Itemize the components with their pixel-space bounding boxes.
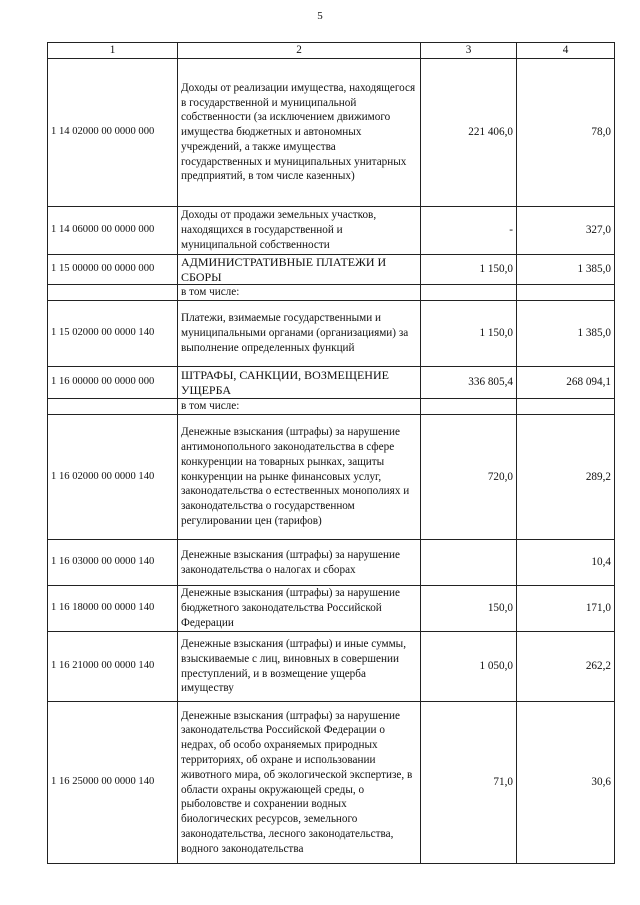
- budget-code: 1 14 06000 00 0000 000: [48, 207, 178, 255]
- amount-col3: 1 150,0: [421, 301, 517, 367]
- amount-col3: 1 050,0: [421, 632, 517, 702]
- description: Денежные взыскания (штрафы) за нарушение законодательства Российской Федерации о недрах, об особо охраняемых природных территориях, об охране и использовании животного мира, об экологической экспертизе, в области охраны окружающей среды, о рыболовстве и сохранении водных биологических ресурсов, земельного законодательства, лесного законодательства, водного законодательства: [178, 702, 421, 864]
- revenue-table: [47, 42, 615, 864]
- table-row: [48, 586, 615, 632]
- table-row: [48, 540, 615, 586]
- description: Доходы от реализации имущества, находящегося в государственной и муниципальной собственности (за исключением движимого имущества бюджетных и автономных учреждений, а также имущества государственных и муниципальных унитарных предприятий, в том числе казенных): [178, 59, 421, 207]
- budget-code: 1 16 02000 00 0000 140: [48, 415, 178, 540]
- header-row: [48, 43, 615, 59]
- amount-col3: 71,0: [421, 702, 517, 864]
- amount-col3: [421, 540, 517, 586]
- table-row: [48, 415, 615, 540]
- table-row: [48, 301, 615, 367]
- budget-code: 1 16 18000 00 0000 140: [48, 586, 178, 632]
- column-header-1: 1: [48, 43, 178, 59]
- description: в том числе:: [178, 285, 421, 301]
- amount-col4: [517, 399, 615, 415]
- description: Платежи, взимаемые государственными и муниципальными органами (организациями) за выполнение определенных функций: [178, 301, 421, 367]
- table-row: [48, 632, 615, 702]
- table-row: [48, 59, 615, 207]
- table-row: [48, 207, 615, 255]
- amount-col4: 262,2: [517, 632, 615, 702]
- description: Денежные взыскания (штрафы) за нарушение бюджетного законодательства Российской Федерации: [178, 586, 421, 632]
- description: ШТРАФЫ, САНКЦИИ, ВОЗМЕЩЕНИЕ УЩЕРБА: [178, 367, 421, 399]
- page-number: 5: [317, 10, 323, 22]
- description: Денежные взыскания (штрафы) и иные суммы, взыскиваемые с лиц, виновных в совершении преступлений, и в возмещение ущерба имуществу: [178, 632, 421, 702]
- column-header-3: 3: [421, 43, 517, 59]
- table-row: [48, 367, 615, 399]
- budget-code: 1 16 00000 00 0000 000: [48, 367, 178, 399]
- table-row: [48, 702, 615, 864]
- budget-code: 1 15 00000 00 0000 000: [48, 255, 178, 285]
- table-row: [48, 285, 615, 301]
- budget-code: [48, 285, 178, 301]
- budget-code: 1 16 21000 00 0000 140: [48, 632, 178, 702]
- budget-code: 1 15 02000 00 0000 140: [48, 301, 178, 367]
- amount-col4: 1 385,0: [517, 255, 615, 285]
- amount-col4: 1 385,0: [517, 301, 615, 367]
- amount-col4: 10,4: [517, 540, 615, 586]
- amount-col3: 336 805,4: [421, 367, 517, 399]
- amount-col3: -: [421, 207, 517, 255]
- description: Доходы от продажи земельных участков, находящихся в государственной и муниципальной собственности: [178, 207, 421, 255]
- amount-col3: [421, 285, 517, 301]
- budget-code: 1 16 03000 00 0000 140: [48, 540, 178, 586]
- amount-col4: 78,0: [517, 59, 615, 207]
- budget-code: 1 14 02000 00 0000 000: [48, 59, 178, 207]
- amount-col4: 171,0: [517, 586, 615, 632]
- amount-col4: [517, 285, 615, 301]
- amount-col4: 289,2: [517, 415, 615, 540]
- budget-code: [48, 399, 178, 415]
- description: в том числе:: [178, 399, 421, 415]
- amount-col3: 720,0: [421, 415, 517, 540]
- amount-col3: 150,0: [421, 586, 517, 632]
- column-header-2: 2: [178, 43, 421, 59]
- amount-col3: 1 150,0: [421, 255, 517, 285]
- description: АДМИНИСТРАТИВНЫЕ ПЛАТЕЖИ И СБОРЫ: [178, 255, 421, 285]
- description: Денежные взыскания (штрафы) за нарушение антимонопольного законодательства в сфере конкуренции на товарных рынках, защиты конкуренции на рынке финансовых услуг, законодательства о естественных монополиях и законодательства о государственном регулировании цен (тарифов): [178, 415, 421, 540]
- table-row: [48, 399, 615, 415]
- description: Денежные взыскания (штрафы) за нарушение законодательства о налогах и сборах: [178, 540, 421, 586]
- budget-code: 1 16 25000 00 0000 140: [48, 702, 178, 864]
- amount-col4: 327,0: [517, 207, 615, 255]
- amount-col4: 30,6: [517, 702, 615, 864]
- amount-col3: [421, 399, 517, 415]
- table-row: [48, 255, 615, 285]
- column-header-4: 4: [517, 43, 615, 59]
- amount-col3: 221 406,0: [421, 59, 517, 207]
- amount-col4: 268 094,1: [517, 367, 615, 399]
